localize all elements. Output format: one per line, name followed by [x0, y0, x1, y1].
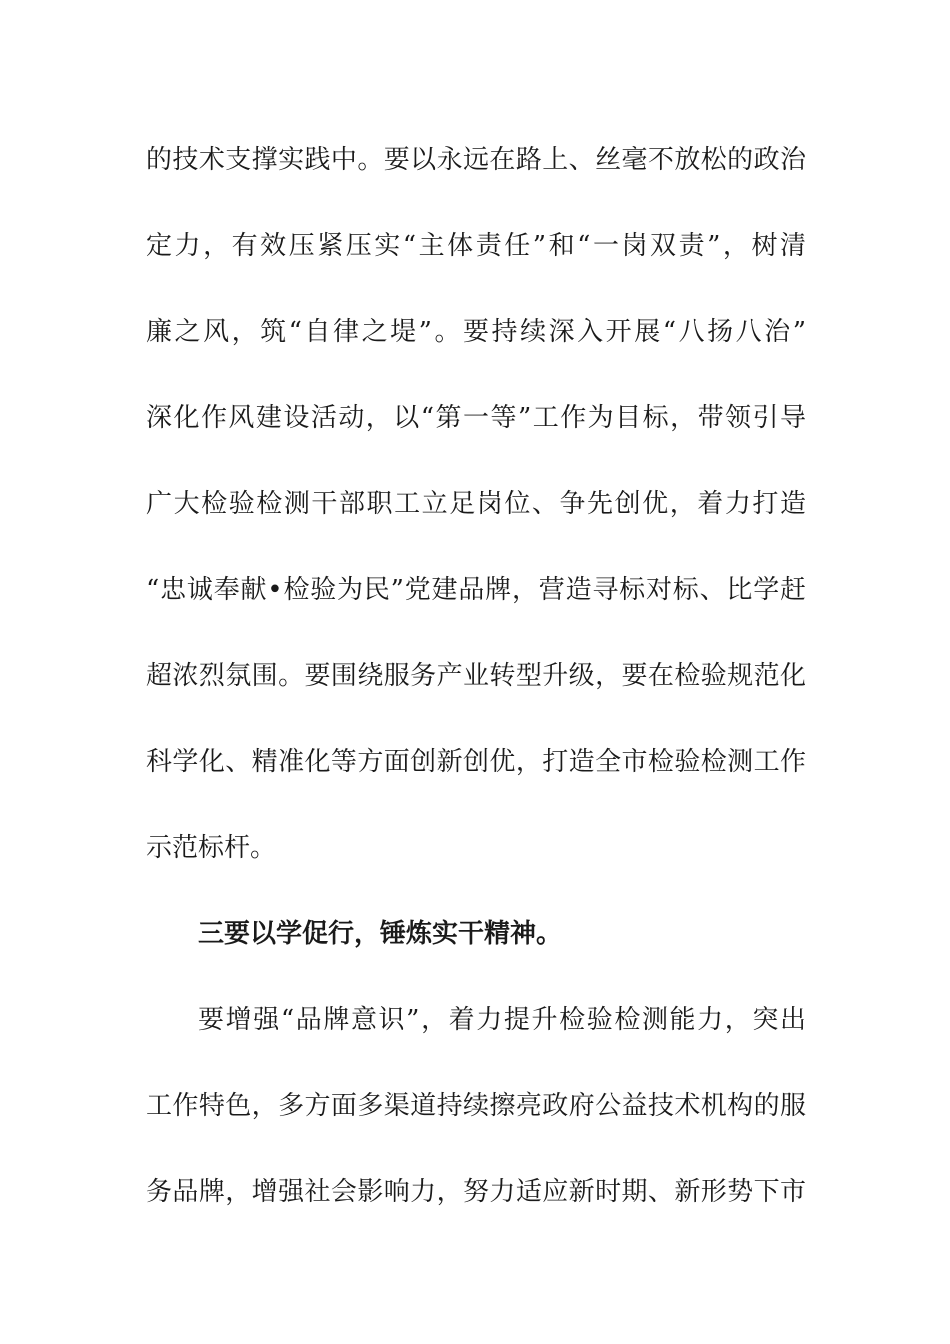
paragraph-line: 工作特色，多方面多渠道持续擦亮政府公益技术机构的服: [146, 1091, 806, 1121]
paragraph-line: “忠诚奉献•检验为民”党建品牌，营造寻标对标、比学赶: [146, 575, 806, 605]
paragraph-line: 广大检验检测干部职工立足岗位、争先创优，着力打造: [146, 489, 806, 519]
paragraph-line: 超浓烈氛围。要围绕服务产业转型升级，要在检验规范化: [146, 661, 806, 691]
paragraph-line: 的技术支撑实践中。要以永远在路上、丝毫不放松的政治: [146, 145, 806, 175]
section-heading: 三要以学促行，锤炼实干精神。: [198, 919, 563, 949]
paragraph-line: 务品牌，增强社会影响力，努力适应新时期、新形势下市: [146, 1177, 806, 1207]
paragraph-line: 示范标杆。: [146, 833, 277, 863]
paragraph-line: 廉之风，筑“自律之堤”。要持续深入开展“八扬八治”: [146, 317, 806, 347]
paragraph-line: 定力，有效压紧压实“主体责任”和“一岗双责”，树清: [146, 231, 806, 261]
paragraph-line: 要增强“品牌意识”，着力提升检验检测能力，突出: [198, 1005, 806, 1035]
paragraph-line: 科学化、精准化等方面创新创优，打造全市检验检测工作: [146, 747, 806, 777]
paragraph-line: 深化作风建设活动，以“第一等”工作为目标，带领引导: [146, 403, 806, 433]
